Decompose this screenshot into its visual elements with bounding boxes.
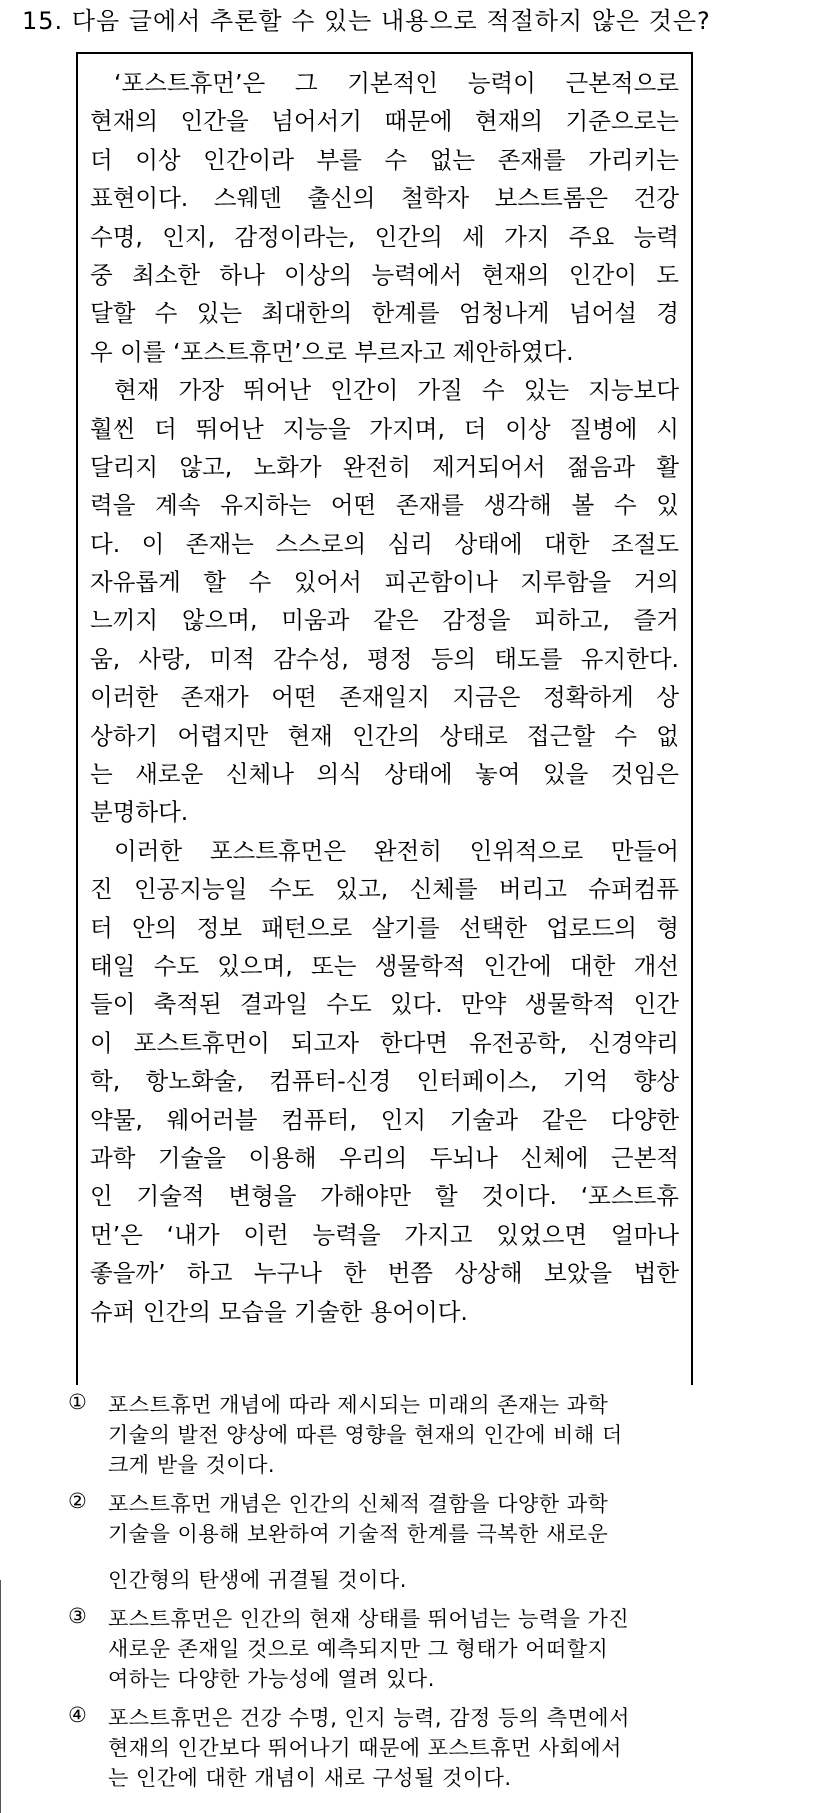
passage-line: 달리지 않고, 노화가 완전히 제거되어서 젊음과 활: [90, 452, 679, 481]
passage-box: [76, 52, 693, 1385]
choice-line: 기술의 발전 양상에 따른 영향을 현재의 인간에 비해 더: [108, 1423, 623, 1447]
choice-number: ④: [68, 1703, 87, 1727]
passage-line: 움, 사랑, 미적 감수성, 평정 등의 태도를 유지한다.: [90, 644, 679, 673]
passage-line: 상하기 어렵지만 현재 인간의 상태로 접근할 수 없: [90, 721, 679, 750]
choice-line: 인간형의 탄생에 귀결될 것이다.: [108, 1568, 407, 1592]
passage-line: 자유롭게 할 수 있어서 피곤함이나 지루함을 거의: [90, 568, 679, 597]
passage-line: 이러한 포스트휴먼은 완전히 인위적으로 만들어: [114, 836, 679, 865]
column-divider: [0, 1580, 1, 1813]
passage-line: 수명, 인지, 감정이라는, 인간의 세 가지 주요 능력: [90, 222, 679, 251]
choice-option-3[interactable]: [66, 1604, 630, 1694]
passage-line: 는 새로운 신체나 의식 상태에 놓여 있을 것임은: [90, 760, 679, 789]
passage-line: 인 기술적 변형을 가해야만 할 것이다. ‘포스트휴: [90, 1182, 679, 1211]
passage-line: 들이 축적된 결과일 수도 있다. 만약 생물학적 인간: [90, 990, 679, 1019]
passage-line: 중 최소한 하나 이상의 능력에서 현재의 인간이 도: [90, 260, 679, 289]
passage-line: 터 안의 정보 패턴으로 살기를 선택한 업로드의 형: [90, 913, 679, 942]
choice-number: ②: [68, 1489, 87, 1513]
passage-line: 달할 수 있는 최대한의 한계를 엄청나게 넘어설 경: [90, 299, 679, 328]
choice-line: 기술을 이용해 보완하여 기술적 한계를 극복한 새로운: [108, 1522, 609, 1546]
choice-option-4[interactable]: [66, 1703, 630, 1793]
choice-line: 포스트휴먼은 인간의 현재 상태를 뛰어넘는 능력을 가진: [108, 1607, 630, 1631]
passage-line: 슈퍼 인간의 모습을 기술한 용어이다.: [90, 1297, 468, 1326]
choice-line: 는 인간에 대한 개념이 새로 구성될 것이다.: [108, 1766, 512, 1790]
passage-line: 력을 계속 유지하는 어떤 존재를 생각해 볼 수 있: [90, 491, 679, 520]
choice-line: 현재의 인간보다 뛰어나기 때문에 포스트휴먼 사회에서: [108, 1736, 622, 1760]
passage-line: 표현이다. 스웨덴 출신의 철학자 보스트롬은 건강: [90, 184, 679, 213]
choice-number: ③: [68, 1604, 87, 1628]
passage-line: 다. 이 존재는 스스로의 심리 상태에 대한 조절도: [90, 529, 679, 558]
passage-line: 우 이를 ‘포스트휴먼’으로 부르자고 제안하였다.: [90, 337, 574, 366]
passage-line: 이 포스트휴먼이 되고자 한다면 유전공학, 신경약리: [90, 1028, 679, 1057]
passage-line: 현재 가장 뛰어난 인간이 가질 수 있는 지능보다: [114, 376, 679, 405]
passage-line: 분명하다.: [90, 798, 189, 827]
passage-line: ‘포스트휴먼’은 그 기본적인 능력이 근본적으로: [114, 69, 679, 97]
choice-option-1[interactable]: [66, 1390, 630, 1480]
passage-text: [90, 64, 679, 1331]
passage-line: 태일 수도 있으며, 또는 생물학적 인간에 대한 개선: [90, 951, 679, 980]
choice-line: 크게 받을 것이다.: [108, 1453, 276, 1477]
choice-line: 새로운 존재일 것으로 예측되지만 그 형태가 어떠할지: [108, 1637, 609, 1661]
passage-line: 이러한 존재가 어떤 존재일지 지금은 정확하게 상: [90, 683, 679, 712]
choice-line: 포스트휴먼은 건강 수명, 인지 능력, 감정 등의 측면에서: [108, 1706, 630, 1730]
passage-line: 현재의 인간을 넘어서기 때문에 현재의 기준으로는: [90, 107, 679, 136]
passage-line: 느끼지 않으며, 미움과 같은 감정을 피하고, 즐거: [90, 606, 679, 635]
answer-choices: [66, 1390, 630, 1802]
passage-line: 더 이상 인간이라 부를 수 없는 존재를 가리키는: [90, 145, 679, 174]
passage-line: 진 인공지능일 수도 있고, 신체를 버리고 슈퍼컴퓨: [90, 875, 679, 904]
passage-line: 학, 항노화술, 컴퓨터-신경 인터페이스, 기억 향상: [90, 1067, 679, 1096]
passage-line: 좋을까’ 하고 누구나 한 번쯤 상상해 보았을 법한: [90, 1259, 679, 1288]
passage-line: 훨씬 더 뛰어난 지능을 가지며, 더 이상 질병에 시: [90, 414, 679, 443]
question-title: 15. 다음 글에서 추론할 수 있는 내용으로 적절하지 않은 것은?: [22, 7, 711, 35]
passage-line: 먼’은 ‘내가 이런 능력을 가지고 있었으면 얼마나: [90, 1220, 679, 1249]
choice-line: 여하는 다양한 가능성에 열려 있다.: [108, 1667, 435, 1691]
choice-number: ①: [68, 1390, 87, 1414]
passage-line: 약물, 웨어러블 컴퓨터, 인지 기술과 같은 다양한: [90, 1105, 679, 1134]
choice-line: 포스트휴먼 개념은 인간의 신체적 결함을 다양한 과학: [108, 1492, 609, 1516]
choice-option-2[interactable]: [66, 1489, 630, 1595]
passage-line: 과학 기술을 이용해 우리의 두뇌나 신체에 근본적: [90, 1143, 679, 1172]
choice-line: 포스트휴먼 개념에 따라 제시되는 미래의 존재는 과학: [108, 1393, 609, 1417]
